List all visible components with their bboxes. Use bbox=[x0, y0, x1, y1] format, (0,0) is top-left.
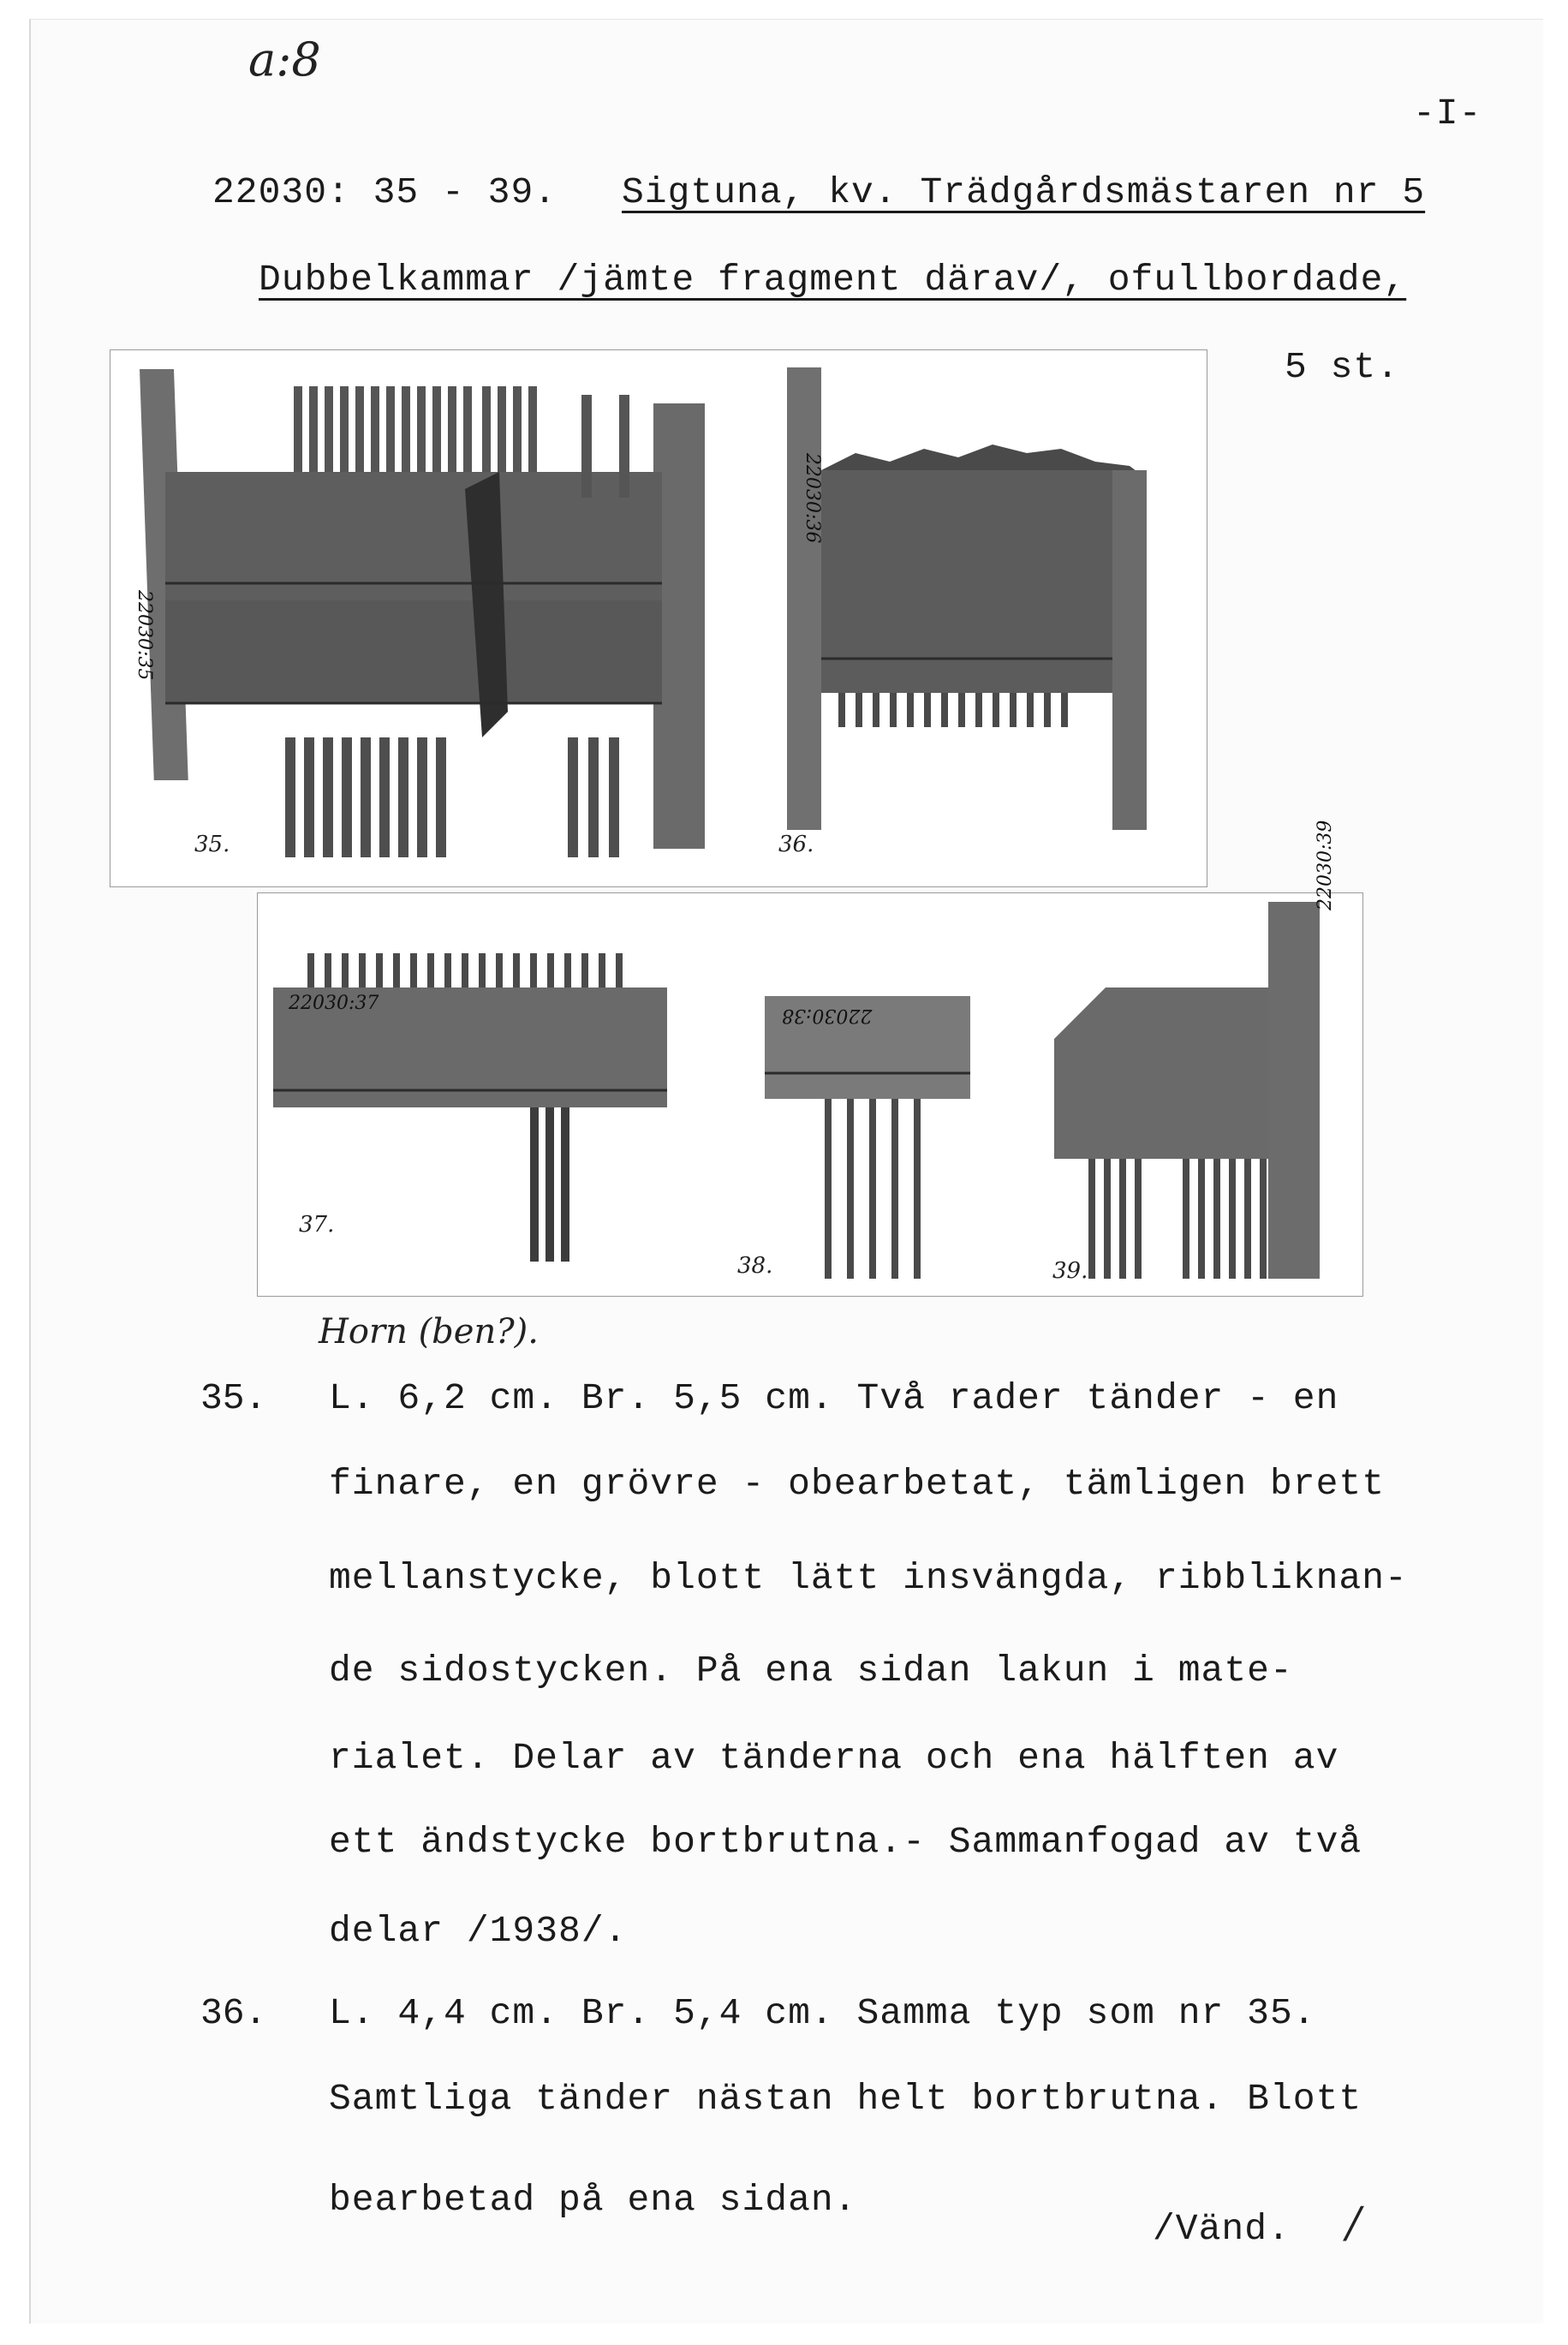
entry-36-line: bearbetad på ena sidan. bbox=[329, 2179, 857, 2221]
material-note-handwritten: Horn (ben?). bbox=[319, 1312, 539, 1352]
comb-35-drawing bbox=[140, 369, 722, 866]
comb-35-inscription: 22030:35 bbox=[134, 590, 155, 681]
entry-35-line: mellanstycke, blott lätt insvängda, ribbliknan- bbox=[329, 1557, 1408, 1599]
comb-39-drawing bbox=[1054, 902, 1337, 1287]
comb-39-inscription: 22030:39 bbox=[1315, 820, 1336, 910]
object-count: 5 st. bbox=[1285, 346, 1400, 388]
entry-36-line: L. 4,4 cm. Br. 5,4 cm. Samma typ som nr 35. bbox=[329, 1992, 1316, 2034]
entry-35-line: ett ändstycke bortbrutna.- Sammanfogad av två bbox=[329, 1821, 1362, 1863]
comb-37-drawing bbox=[273, 936, 667, 1296]
comb-35-image bbox=[140, 369, 722, 866]
page-number: -I- bbox=[1413, 92, 1482, 134]
site-name: Sigtuna, kv. Trädgårdsmästaren nr 5 bbox=[622, 171, 1426, 213]
comb-39-image bbox=[1054, 902, 1337, 1287]
turn-over-note: /Vänd. bbox=[1153, 2208, 1291, 2250]
entry-35-number: 35. bbox=[200, 1377, 267, 1419]
comb-35-label: 35. bbox=[194, 832, 230, 857]
entry-36-line: Samtliga tänder nästan helt bortbrutna. Blott bbox=[329, 2078, 1362, 2120]
entry-35-line: de sidostycken. På ena sidan lakun i mate- bbox=[329, 1650, 1293, 1692]
comb-37-inscription: 22030:37 bbox=[289, 993, 379, 1014]
entry-35-line: delar /1938/. bbox=[329, 1910, 628, 1952]
comb-37-label: 37. bbox=[299, 1212, 335, 1238]
entry-35-line: rialet. Delar av tänderna och ena hälften av bbox=[329, 1737, 1339, 1779]
comb-36-inscription: 22030:36 bbox=[802, 453, 823, 544]
entry-35-line: L. 6,2 cm. Br. 5,5 cm. Två rader tänder - en bbox=[329, 1377, 1339, 1419]
inventory-number: 22030: 35 - 39. bbox=[212, 171, 557, 213]
comb-38-label: 38. bbox=[737, 1253, 773, 1279]
entry-35-line: finare, en grövre - obearbetat, tämligen brett bbox=[329, 1463, 1385, 1505]
footer-mark: / bbox=[1346, 2198, 1361, 2247]
object-description: Dubbelkammar /jämte fragment därav/, ofullbordade, bbox=[259, 259, 1407, 301]
entry-36-number: 36. bbox=[200, 1992, 267, 2034]
comb-36-label: 36. bbox=[778, 832, 814, 857]
shelfmark-handwritten: a:8 bbox=[248, 33, 321, 87]
comb-39-label: 39. bbox=[1052, 1258, 1088, 1284]
comb-37-image bbox=[273, 936, 667, 1296]
comb-36-image bbox=[787, 367, 1164, 847]
comb-36-drawing bbox=[787, 367, 1164, 847]
photograph-combs-35-36 bbox=[110, 349, 1207, 887]
comb-38-inscription: 22030:38 bbox=[782, 1005, 873, 1026]
